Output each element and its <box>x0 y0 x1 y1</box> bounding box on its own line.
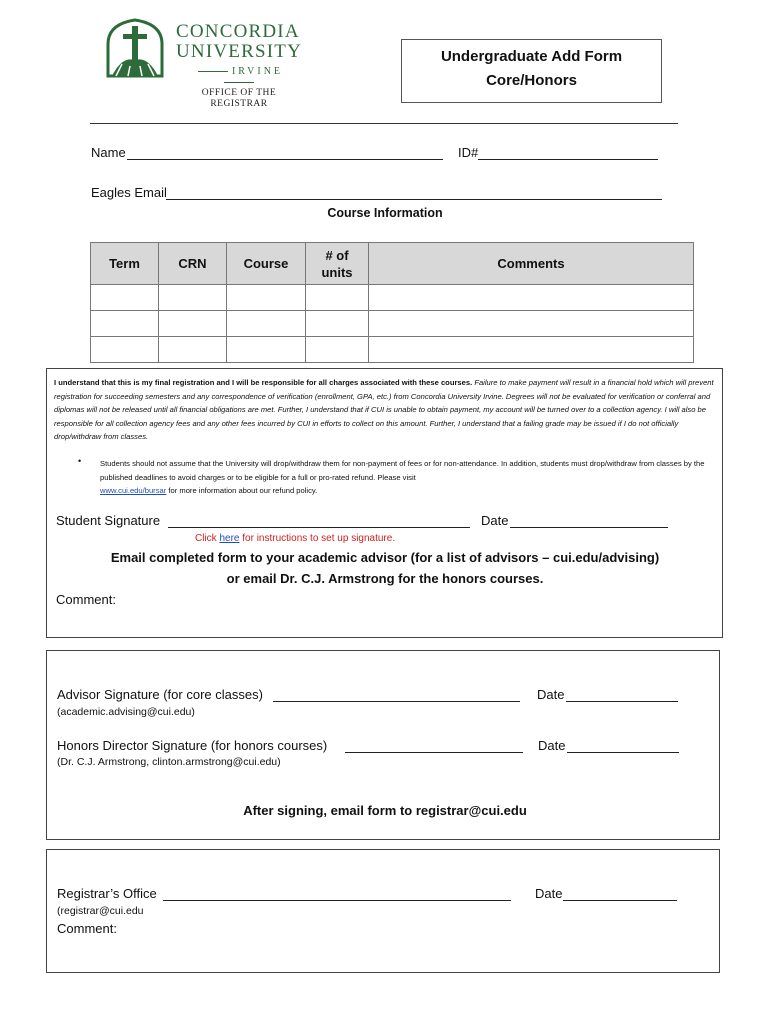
logo-wordmark: CONCORDIA UNIVERSITY <box>176 21 302 62</box>
cell-term[interactable] <box>91 337 159 363</box>
cell-comments[interactable] <box>369 337 694 363</box>
signature-instructions: Click here for instructions to set up signature. <box>195 533 396 544</box>
form-subtitle: Core/Honors <box>486 72 577 89</box>
id-label: ID# <box>458 145 479 160</box>
bullet-icon: • <box>78 456 82 466</box>
email-instruction-2: or email Dr. C.J. Armstrong for the honors courses. <box>226 571 544 586</box>
email-label: Eagles Email <box>91 185 167 200</box>
course-table <box>90 242 694 363</box>
cell-comments[interactable] <box>369 285 694 311</box>
course-info-heading: Course Information <box>327 206 443 220</box>
student-date-label: Date <box>481 513 509 528</box>
cell-term[interactable] <box>91 311 159 337</box>
cell-course[interactable] <box>227 337 306 363</box>
registrar-comment-label: Comment: <box>57 921 117 936</box>
table-header-row <box>91 243 694 285</box>
honors-contact: (Dr. C.J. Armstrong, clinton.armstrong@cui.edu) <box>57 756 281 768</box>
refund-note: Students should not assume that the University will drop/withdraw them for non-payment of fees or for non-attendance. In addition, students must drop/withdraw from classes by the published deadlines to avoid charges or to be eligible for a full or pro-rated refund. Please visit www.cui.edu/bursar for more information about our refund policy. <box>100 459 705 496</box>
advisor-date-label: Date <box>537 687 565 702</box>
honors-signature-label: Honors Director Signature (for honors courses) <box>57 738 328 753</box>
advisor-email: (academic.advising@cui.edu) <box>57 706 195 718</box>
form-title-box <box>401 39 662 103</box>
registrar-signature-field[interactable] <box>163 886 511 901</box>
name-label: Name <box>91 145 126 160</box>
agreement-text: I understand that this is my final registration and I will be responsible for all charges associated with these courses. Failure to make payment will result in a financial hold which will prevent registration for succeeding semesters and any correspondence of verification (enrollment, GPA, etc.) from Concordia University Irvine. Degrees will not be evaluated for verification or conferral and diplomas will not be released until all financial obligations are met. Further, I understand that if CUI is unable to obtain payment, my account will be turned over to a collection agency. I will also be responsible for all collection agency fees and any other fees incurred by CUI in efforts to collect on this amount. Further, I understand that a failing grade may be issued if I do not officially drop/withdraw from classes. <box>54 378 714 442</box>
col-course: Course <box>227 243 306 285</box>
university-logo-icon <box>104 16 166 78</box>
cell-term[interactable] <box>91 285 159 311</box>
bursar-link[interactable]: www.cui.edu/bursar <box>100 486 167 496</box>
id-field[interactable] <box>478 145 658 160</box>
cell-course[interactable] <box>227 285 306 311</box>
cell-crn[interactable] <box>159 285 227 311</box>
header-divider <box>90 123 678 124</box>
email-instruction-1: Email completed form to your academic advisor (for a list of advisors – cui.edu/advising) <box>110 550 660 565</box>
cell-units[interactable] <box>306 337 369 363</box>
advisor-signature-field[interactable] <box>273 687 520 702</box>
student-comment-label: Comment: <box>56 592 116 607</box>
registrar-date-label: Date <box>535 886 563 901</box>
cell-units[interactable] <box>306 311 369 337</box>
honors-signature-field[interactable] <box>345 738 523 753</box>
table-row <box>91 285 694 311</box>
col-units: # of units <box>306 243 369 285</box>
cell-units[interactable] <box>306 285 369 311</box>
office-label: OFFICE OF THE REGISTRAR <box>201 88 277 109</box>
honors-date-field[interactable] <box>567 738 679 753</box>
signature-help-link[interactable]: here <box>219 533 240 544</box>
after-signing-note: After signing, email form to registrar@cui.edu <box>243 803 527 818</box>
name-field[interactable] <box>127 145 443 160</box>
col-comments: Comments <box>369 243 694 285</box>
registrar-email: (registrar@cui.edu <box>57 905 144 917</box>
student-signature-field[interactable] <box>168 513 470 528</box>
advisor-signature-label: Advisor Signature (for core classes) <box>57 687 263 702</box>
registrar-box <box>46 849 720 973</box>
table-row <box>91 337 694 363</box>
student-date-field[interactable] <box>510 513 668 528</box>
col-term: Term <box>91 243 159 285</box>
honors-date-label: Date <box>538 738 566 753</box>
cell-course[interactable] <box>227 311 306 337</box>
cell-crn[interactable] <box>159 311 227 337</box>
email-field[interactable] <box>166 185 662 200</box>
cell-comments[interactable] <box>369 311 694 337</box>
registrar-date-field[interactable] <box>563 886 677 901</box>
col-crn: CRN <box>159 243 227 285</box>
form-title: Undergraduate Add Form <box>440 48 623 65</box>
registrar-office-label: Registrar’s Office <box>57 886 157 901</box>
table-row <box>91 311 694 337</box>
student-signature-label: Student Signature <box>56 513 161 528</box>
cell-crn[interactable] <box>159 337 227 363</box>
advisor-date-field[interactable] <box>566 687 678 702</box>
logo-location: IRVINE <box>176 66 301 88</box>
